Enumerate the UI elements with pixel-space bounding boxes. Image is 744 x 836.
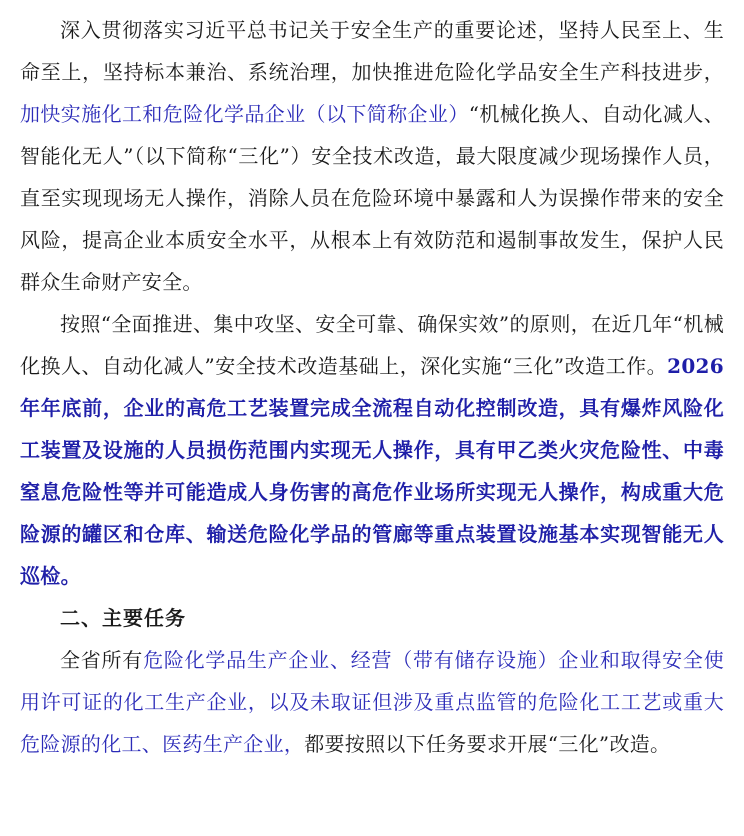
paragraph-principles-goal-highlight: 2026年年底前，企业的高危工艺装置完成全流程自动化控制改造，具有爆炸风险化工装置及设施的人员损伤范围内实现无人操作，具有甲乙类火灾危险性、中毒窒息危险性等并可能造成人身伤害的高危作业场所实现无人操作，构成重大危险源的罐区和仓库、输送危险化学品的管廊等重点装置设施基本实现智能无人巡检。 — [20, 354, 724, 588]
paragraph-scope-highlight: 危险化学品生产企业、经营（带有储存设施）企业和取得安全使用许可证的化工生产企业，以及未取证但涉及重点监管的危险化工工艺或重大危险源的化工、医药生产企业， — [20, 648, 724, 756]
paragraph-overview — [20, 9, 724, 303]
paragraph-scope-text-2: 都要按照以下任务要求开展“三化”改造。 — [304, 732, 671, 756]
paragraph-principles-text: 按照“全面推进、集中攻坚、安全可靠、确保实效”的原则，在近几年“机械化换人、自动化减人”安全技术改造基础上，深化实施“三化”改造工作。 — [20, 312, 724, 378]
paragraph-overview-text-1: 深入贯彻落实习近平总书记关于安全生产的重要论述，坚持人民至上、生命至上，坚持标本兼治、系统治理，加快推进危险化学品安全生产科技进步， — [20, 18, 724, 84]
paragraph-principles — [20, 303, 724, 597]
section-heading-main-tasks: 二、主要任务 — [60, 606, 186, 630]
paragraph-overview-text-2: “机械化换人、自动化减人、智能化无人”（以下简称“三化”）安全技术改造，最大限度减少现场操作人员，直至实现现场无人操作，消除人员在危险环境中暴露和人为误操作带来的安全风险，提高企业本质安全水平，从根本上有效防范和遏制事故发生，保护人民群众生命财产安全。 — [20, 102, 724, 294]
paragraph-scope — [20, 639, 724, 765]
paragraph-overview-highlight: 加快实施化工和危险化学品企业（以下简称企业） — [20, 102, 469, 126]
paragraph-scope-text-1: 全省所有 — [60, 648, 144, 672]
